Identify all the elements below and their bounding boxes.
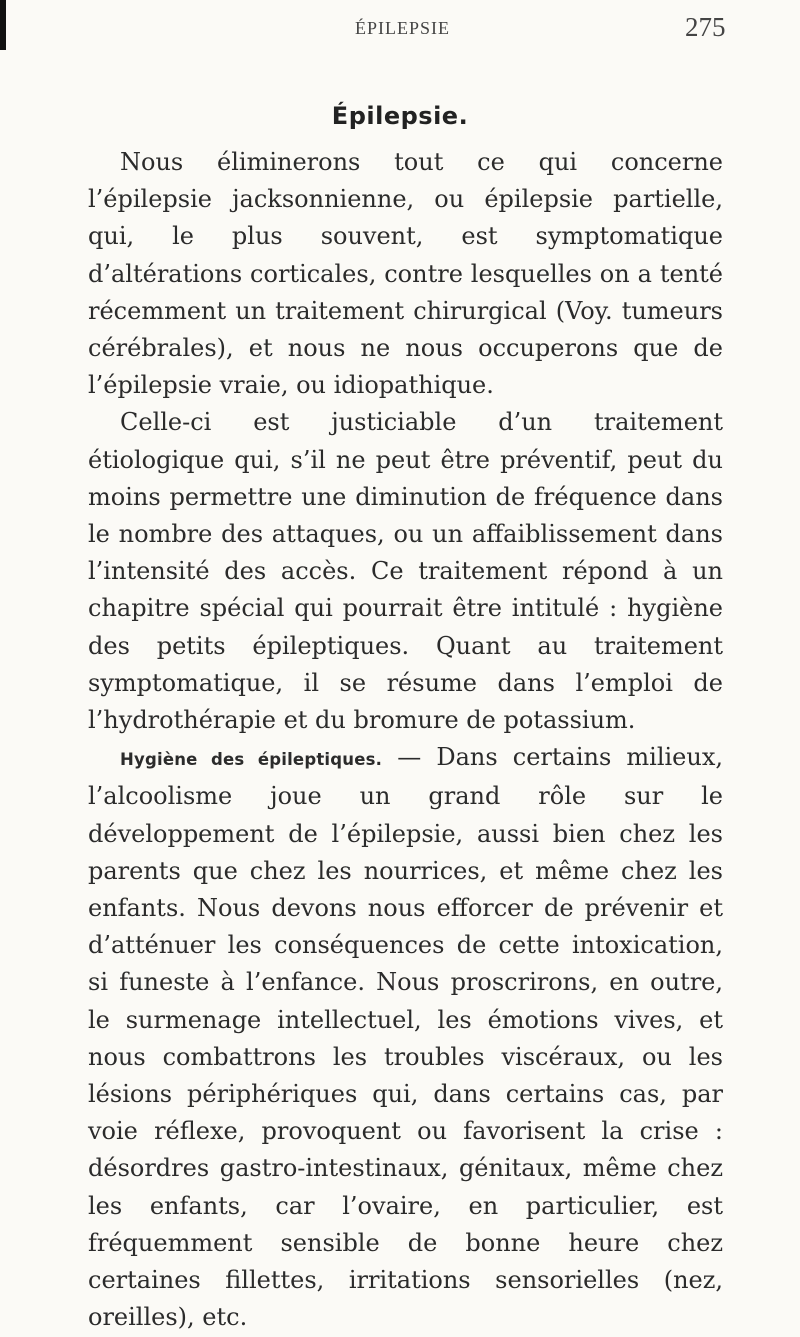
hygiene-text: — Dans certains milieux, l’alcoolisme joue un grand rôle sur le développement de l’épilepsie, aussi bien chez les parents que chez les nourrices, et même chez les enfants. Nous devons nous efforcer de prévenir et d’atténuer les conséquences de cette intoxication, si funeste à l’enfance. Nous proscrirons, en outre, le surmenage intellectuel, les émotions vives, et nous combattrons les troubles viscéraux, ou les lésions périphériques qui, dans certains cas, par voie réflexe, provoquent ou favorisent la crise : désordres gastro-intestinaux, génitaux, même chez les enfants, car l’ovaire, en particulier, est fréquemment sensible de bonne heure chez certaines fillettes, irritations sensorielles (nez, oreilles), etc.	[88, 743, 723, 1332]
body-text	[88, 144, 723, 1337]
section-title: Épilepsie.	[331, 102, 469, 130]
paragraph-treatment: Celle-ci est justiciable d’un traitement étiologique qui, s’il ne peut être préventif, peut du moins permettre une diminution de fréquence dans le nombre des attaques, ou un affaiblissement dans l’intensité des accès. Ce traitement répond à un chapitre spécial qui pourrait être intitulé : hygiène des petits épileptiques. Quant au traitement symptomatique, il se résume dans l’emploi de l’hydrothérapie et du bromure de potassium.	[88, 408, 723, 735]
running-head	[0, 6, 800, 42]
hygiene-heading: Hygiène des épileptiques.	[120, 750, 383, 770]
paragraph-hygiene	[88, 739, 723, 1336]
running-title: ÉPILEPSIE	[355, 18, 451, 38]
paragraph-intro: Nous éliminerons tout ce qui concerne l’épilepsie jacksonnienne, ou épilepsie partielle, qui, le plus souvent, est symptomatique d’altérations corticales, contre lesquelles on a tenté récemment un traitement chirurgical (Voy. tumeurs cérébrales), et nous ne nous occuperons que de l’épilepsie vraie, ou idiopathique.	[88, 148, 723, 400]
page-number: 275	[685, 12, 726, 42]
